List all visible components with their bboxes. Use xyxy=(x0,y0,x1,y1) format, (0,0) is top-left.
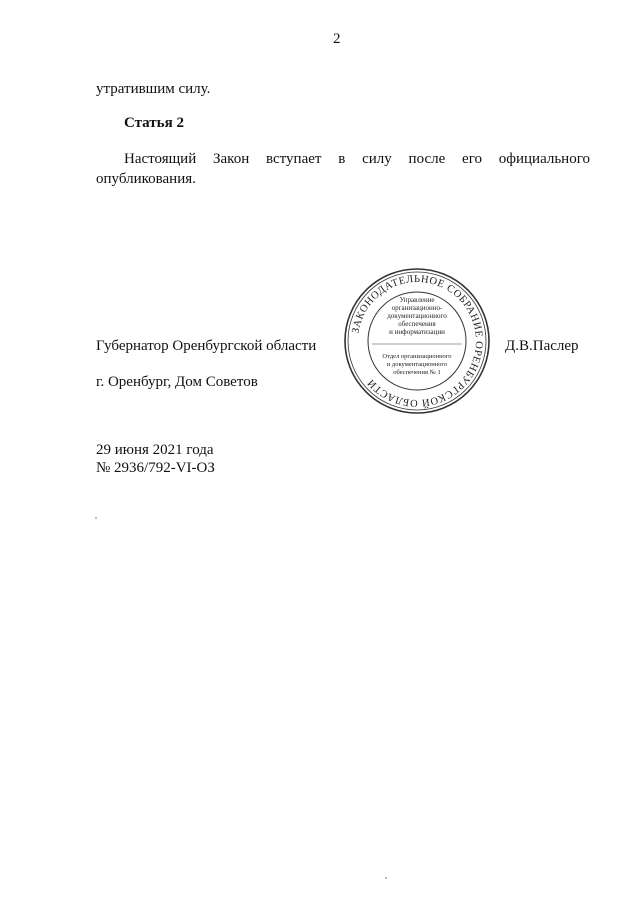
seal-line-8: обеспечения № 1 xyxy=(393,369,441,376)
seal-line-7: и документационного xyxy=(386,361,448,368)
official-seal xyxy=(342,266,492,416)
article-paragraph: Настоящий Закон вступает в силу после его официального опубликования. xyxy=(96,151,590,187)
seal-line-6: Отдел организационного xyxy=(382,353,452,360)
scan-speck xyxy=(385,877,387,879)
seal-line-4: обеспечения xyxy=(398,320,436,328)
law-number: № 2936/792-VI-ОЗ xyxy=(96,460,215,476)
seal-graphic xyxy=(342,266,492,416)
seal-line-3: документационного xyxy=(387,312,447,320)
signatory-name: Д.В.Паслер xyxy=(505,338,579,354)
seal-line-1: Управление xyxy=(399,296,435,304)
seal-ring-text: ЗАКОНОДАТЕЛЬНОЕ СОБРАНИЕ ОРЕНБУРГСКОЙ ОБЛАСТИ xyxy=(350,273,485,409)
article-heading: Статья 2 xyxy=(124,115,184,131)
continuation-text: утратившим силу. xyxy=(96,81,211,97)
signatory-title: Губернатор Оренбургской области xyxy=(96,338,317,354)
place-of-signing: г. Оренбург, Дом Советов xyxy=(96,374,258,390)
signing-date: 29 июня 2021 года xyxy=(96,442,214,458)
page-number: 2 xyxy=(333,31,341,47)
seal-line-5: и информатизации xyxy=(389,328,445,336)
seal-line-2: организационно- xyxy=(391,304,443,312)
scan-speck xyxy=(95,517,97,519)
